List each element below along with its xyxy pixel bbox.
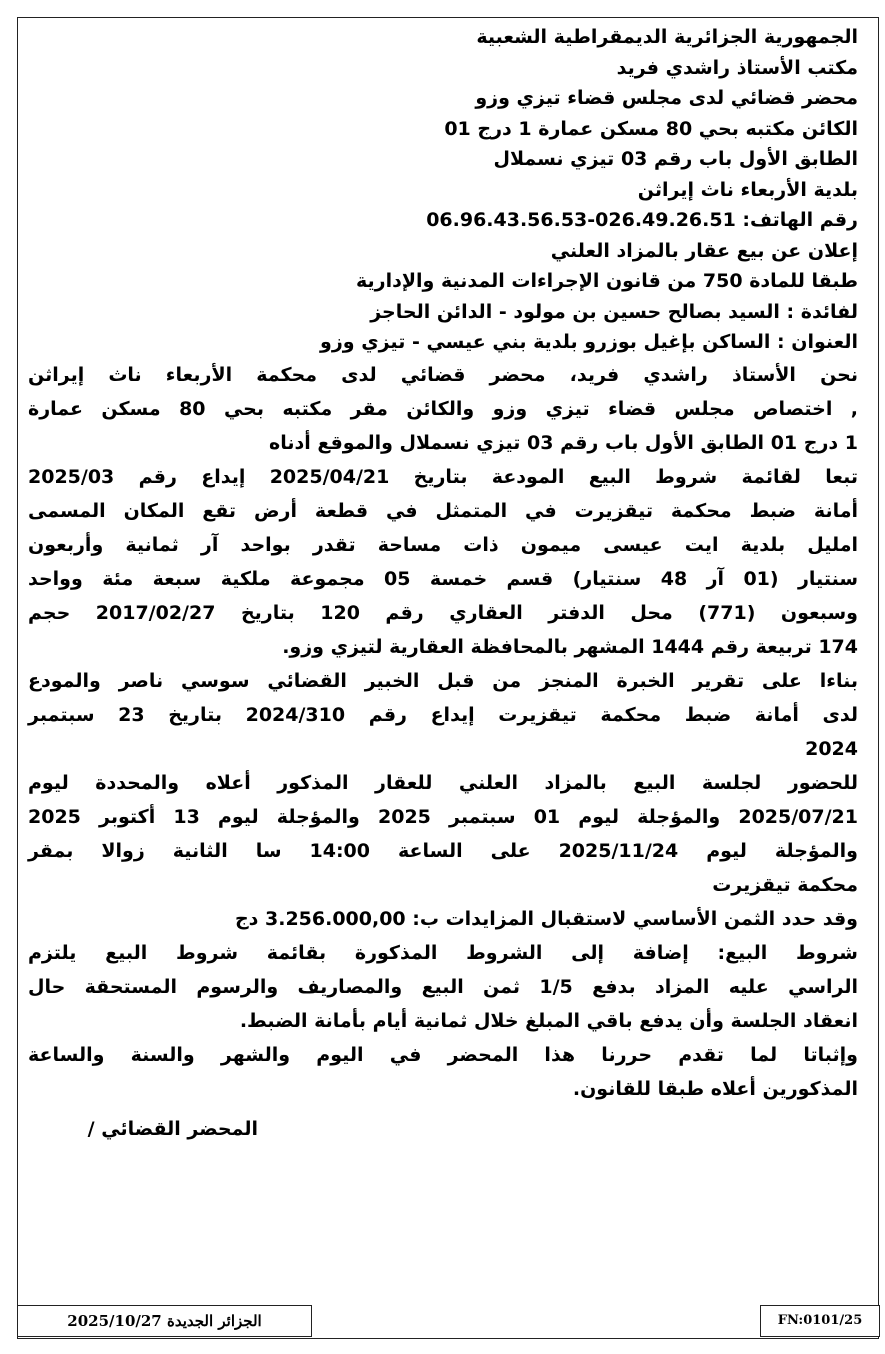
header-line: الطابق الأول باب رقم 03 تيزي نسملال bbox=[493, 148, 858, 170]
notice-content bbox=[28, 22, 858, 1146]
header-line: رقم الهاتف: 026.49.26.51-06.96.43.56.53 bbox=[426, 209, 858, 231]
header-line: لفائدة : السيد بصالح حسين بن مولود - الدائن الحاجز bbox=[370, 300, 858, 323]
body-line: الراسي عليه المزاد بدفع 1/5 ثمن البيع والمصاريف والرسوم المستحقة حال bbox=[28, 975, 858, 998]
body-line: 2024 bbox=[805, 737, 858, 760]
header-line: محضر قضائي لدى مجلس قضاء تيزي وزو bbox=[475, 87, 858, 109]
body-line: انعقاد الجلسة وأن يدفع باقي المبلغ خلال ثمانية أيام بأمانة الضبط. bbox=[239, 1009, 858, 1032]
header-line: إعلان عن بيع عقار بالمزاد العلني bbox=[550, 239, 858, 262]
body-line: تبعا لقائمة شروط البيع المودعة بتاريخ 2025/04/21 إيداع رقم 2025/03 bbox=[28, 465, 858, 488]
header-line: مكتب الأستاذ راشدي فريد bbox=[616, 56, 858, 79]
header-line: الجمهورية الجزائرية الديمقراطية الشعبية bbox=[476, 26, 858, 48]
header-line: طبقا للمادة 750 من قانون الإجراءات المدنية والإدارية bbox=[356, 270, 858, 292]
body-line: , اختصاص مجلس قضاء تيزي وزو والكائن مقر مكتبه بحي 80 مسكن عمارة bbox=[28, 397, 858, 420]
body-line: بناءا على تقرير الخبرة المنجز من قبل الخبير القضائي سوسي ناصر والمودع bbox=[28, 669, 858, 692]
body-line: أمانة ضبط محكمة تيقزيرت في المتمثل في قطعة أرض تقع المكان المسمى bbox=[28, 499, 858, 522]
header-line: بلدية الأربعاء ناث إيراثن bbox=[637, 178, 858, 201]
body-line: وسبعون (771) محل الدفتر العقاري رقم 120 بتاريخ 2017/02/27 حجم bbox=[28, 601, 858, 624]
reference-number-box: FN:0101/25 bbox=[760, 1305, 880, 1337]
signature-label: المحضر القضائي / bbox=[87, 1117, 258, 1140]
publication-date-box: الجزائر الجديدة 2025/10/27 bbox=[17, 1305, 312, 1337]
body-line: 2025/07/21 والمؤجلة ليوم 01 سبتمبر 2025 والمؤجلة ليوم 13 أكتوبر 2025 bbox=[28, 805, 858, 828]
header-line: العنوان : الساكن بإغيل بوزرو بلدية بني عيسي - تيزي وزو bbox=[320, 331, 858, 353]
body-line: نحن الأستاذ راشدي فريد، محضر قضائي لدى محكمة الأربعاء ناث إيراثن bbox=[28, 363, 858, 386]
body-line: محكمة تيقزيرت bbox=[712, 873, 858, 896]
body-line: والمؤجلة ليوم 2025/11/24 على الساعة 14:00 سا الثانية زوالا بمقر bbox=[28, 839, 858, 862]
body-line: امليل بلدية ايت عيسى ميمون ذات مساحة تقدر بواحد آر ثمانية وأربعون bbox=[28, 533, 858, 556]
body-line: 174 تربيعة رقم 1444 المشهر بالمحافظة العقارية لتيزي وزو. bbox=[282, 635, 858, 658]
body-line: سنتيار (01 آر 48 سنتيار) قسم خمسة 05 مجموعة ملكية سبعة مئة وواحد bbox=[28, 567, 859, 590]
body-line: شروط البيع: إضافة إلى الشروط المذكورة بقائمة شروط البيع يلتزم bbox=[28, 941, 858, 964]
body-line: وقد حدد الثمن الأساسي لاستقبال المزايدات ب: 3.256.000,00 دج bbox=[234, 907, 858, 930]
header-line: الكائن مكتبه بحي 80 مسكن عمارة 1 درج 01 bbox=[444, 117, 858, 140]
body-line: المذكورين أعلاه طبقا للقانون. bbox=[572, 1077, 858, 1100]
body-line: وإثباتا لما تقدم حررنا هذا المحضر في اليوم والشهر والسنة والساعة bbox=[28, 1043, 858, 1066]
body-line: للحضور لجلسة البيع بالمزاد العلني للعقار المذكور أعلاه والمحددة ليوم bbox=[28, 771, 858, 794]
body-line: لدى أمانة ضبط محكمة تيقزيرت إيداع رقم 2024/310 بتاريخ 23 سبتمبر bbox=[28, 703, 858, 726]
body-line: 1 درج 01 الطابق الأول باب رقم 03 تيزي نسملال والموقع أدناه bbox=[269, 431, 858, 454]
